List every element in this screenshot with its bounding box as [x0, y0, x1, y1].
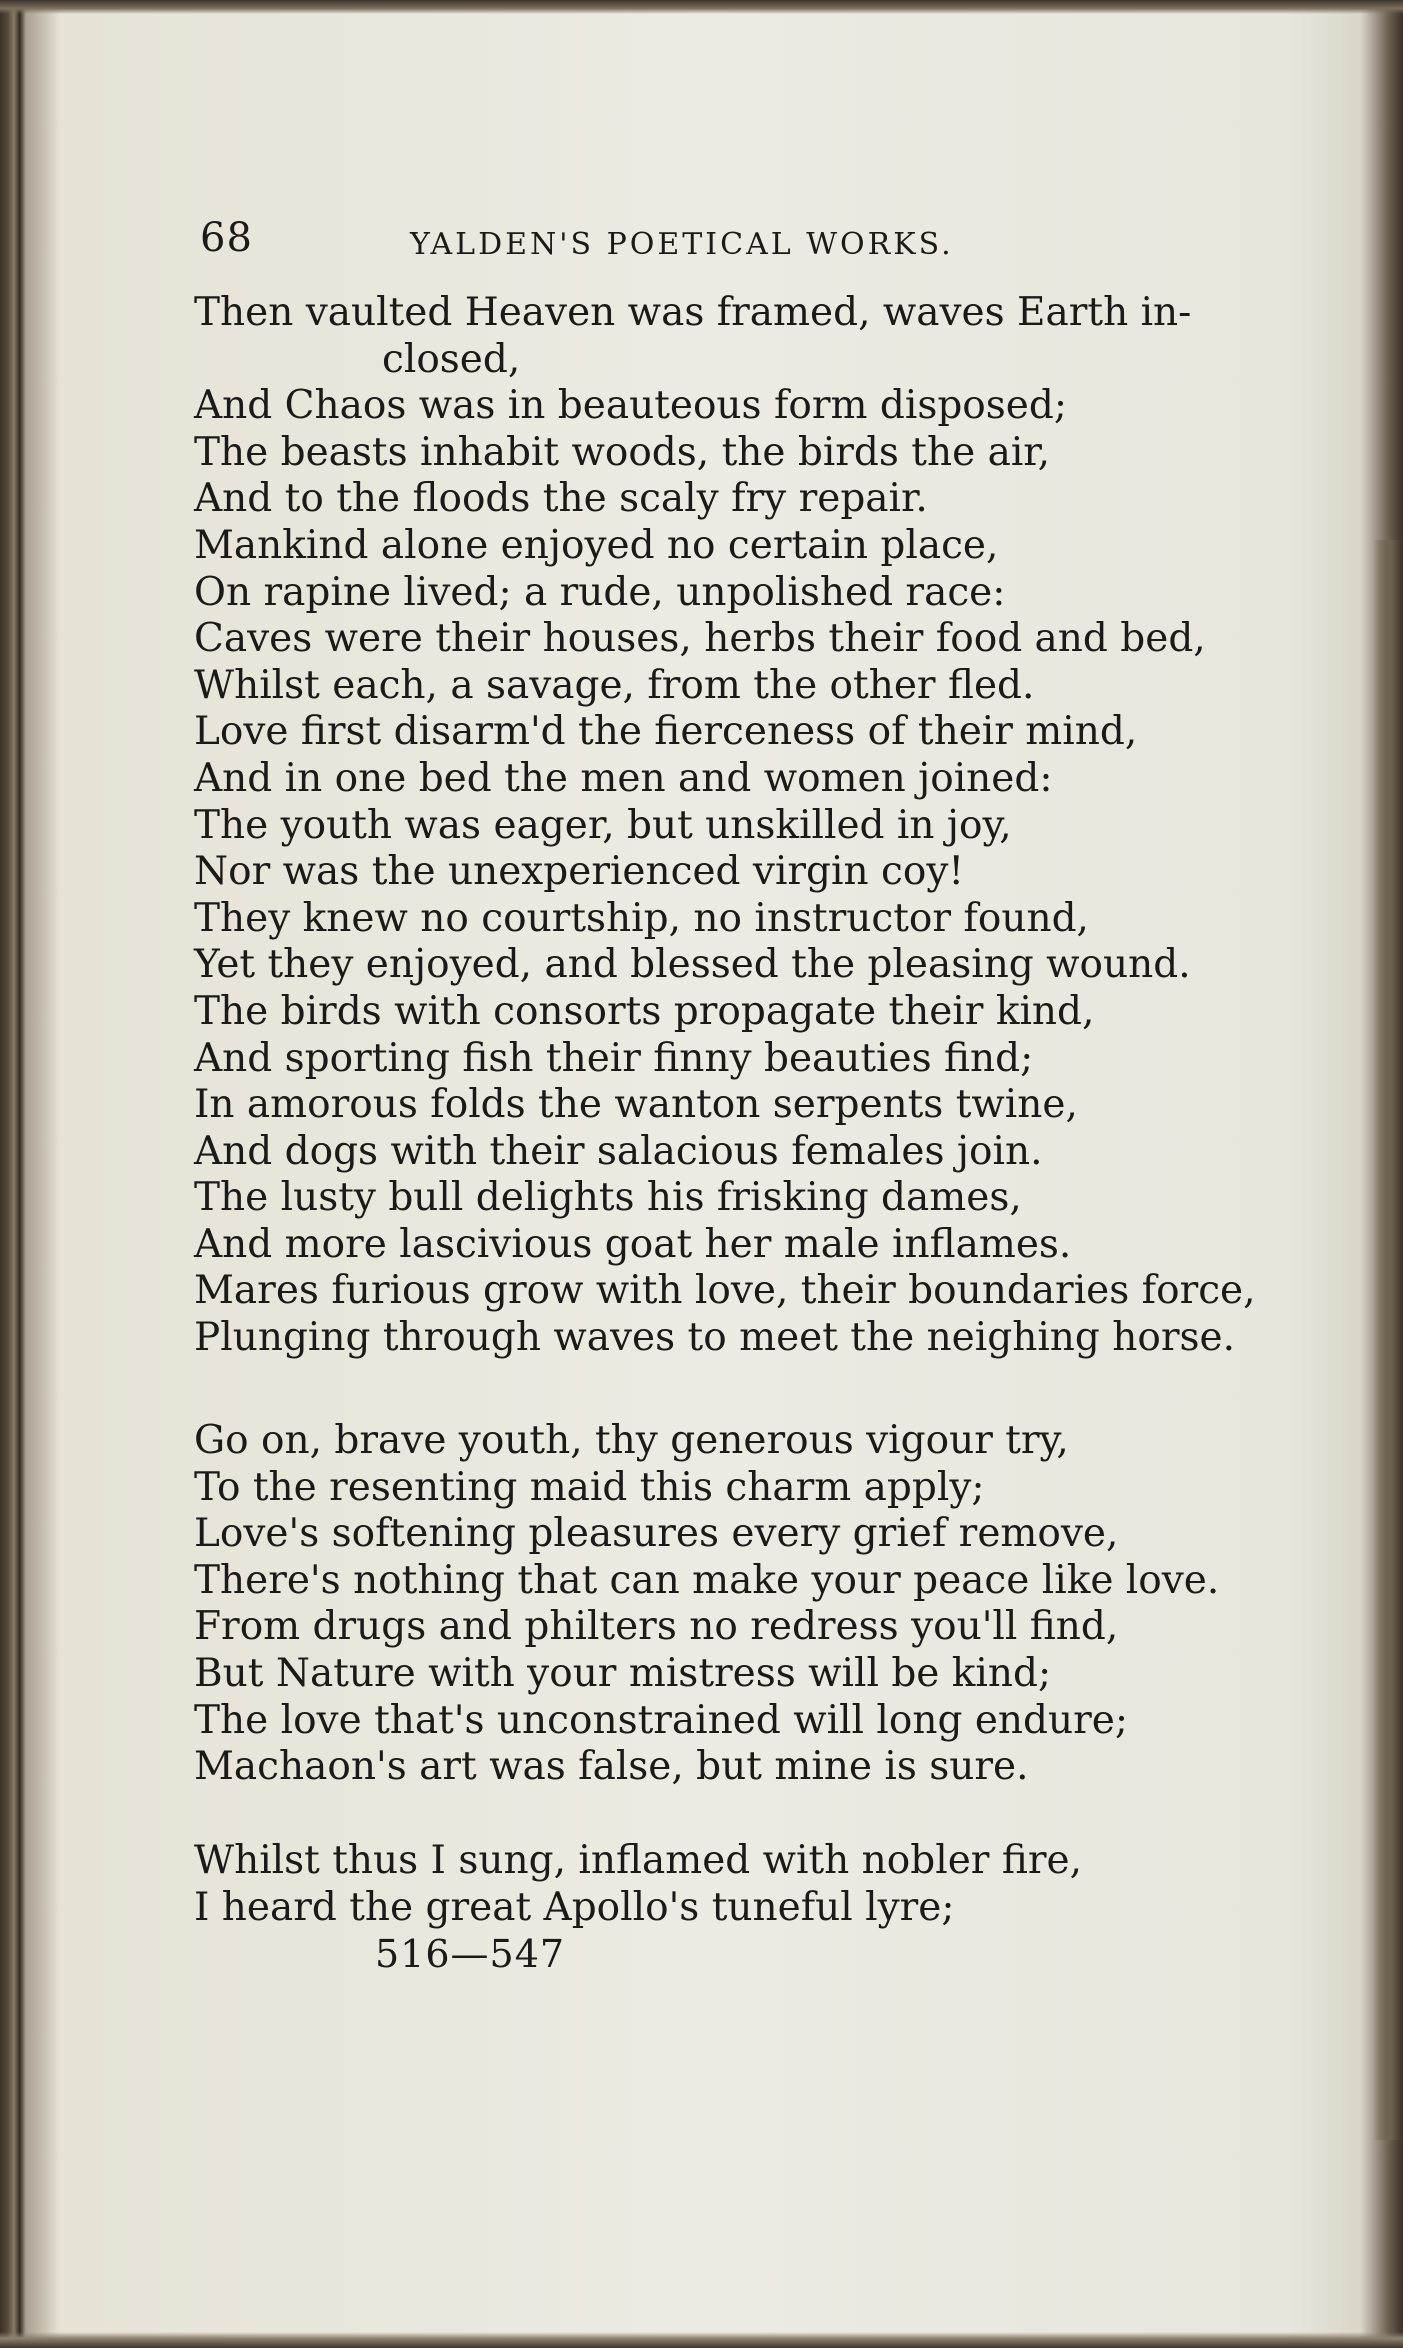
stanza-3 [194, 1838, 1234, 1931]
verse-line: closed, [382, 336, 521, 382]
verse-line: Mankind alone enjoyed no certain place, [194, 522, 999, 568]
verse-line: From drugs and philters no redress you'll find, [194, 1604, 1119, 1650]
verse-line: Nor was the unexperienced virgin coy! [194, 849, 965, 895]
verse-line: And dogs with their salacious females join. [194, 1128, 1043, 1174]
verse-line: Plunging through waves to meet the neighing horse. [194, 1315, 1236, 1361]
verse-line: Love first disarm'd the fierceness of their mind, [194, 709, 1138, 755]
verse-line: The love that's unconstrained will long endure; [194, 1697, 1128, 1743]
verse-line: On rapine lived; a rude, unpolished race: [194, 569, 1006, 615]
verse-line: There's nothing that can make your peace like love. [194, 1557, 1220, 1603]
page-number: 68 [200, 215, 253, 261]
verse-line: To the resenting maid this charm apply; [194, 1464, 985, 1510]
verse-line: They knew no courtship, no instructor found, [194, 895, 1089, 941]
verse-line: Whilst each, a savage, from the other fled. [194, 662, 1035, 708]
verse-line: The beasts inhabit woods, the birds the air, [194, 429, 1051, 475]
verse-line: Love's softening pleasures every grief remove, [194, 1511, 1119, 1557]
verse-line: And in one bed the men and women joined: [194, 755, 1053, 801]
verse-line: But Nature with your mistress will be kind; [194, 1650, 1052, 1696]
verse-line: Go on, brave youth, thy generous vigour try, [194, 1418, 1069, 1463]
verse-line: Caves were their houses, herbs their food and bed, [194, 616, 1206, 662]
verse-line: And sporting fish their finny beauties find; [194, 1035, 1034, 1081]
verse-line: And more lascivious goat her male inflames. [194, 1221, 1072, 1267]
verse-line: The youth was eager, but unskilled in joy, [194, 802, 1012, 848]
verse-line: Mares furious grow with love, their boundaries force, [194, 1268, 1256, 1314]
stanza-2 [194, 1418, 1234, 1791]
verse-line: Whilst thus I sung, inflamed with nobler fire, [194, 1838, 1082, 1883]
verse-line: Then vaulted Heaven was framed, waves Earth in- [194, 290, 1192, 335]
verse-line: And to the floods the scaly fry repair. [194, 476, 928, 522]
verse-line: Machaon's art was false, but mine is sure. [194, 1744, 1029, 1790]
running-head [200, 215, 1010, 265]
verse-line: I heard the great Apollo's tuneful lyre; [194, 1884, 955, 1930]
verse-line: The lusty bull delights his frisking dames, [194, 1175, 1022, 1221]
line-range-marker: 516—547 [375, 1932, 566, 1976]
stanza-1 [194, 290, 1256, 1362]
running-head-title: YALDEN'S POETICAL WORKS. [410, 227, 954, 262]
verse-line: The birds with consorts propagate their kind, [194, 988, 1095, 1034]
verse-line: And Chaos was in beauteous form disposed; [194, 383, 1067, 429]
verse-line: In amorous folds the wanton serpents twine, [194, 1082, 1078, 1128]
verse-line: Yet they enjoyed, and blessed the pleasing wound. [194, 942, 1191, 988]
